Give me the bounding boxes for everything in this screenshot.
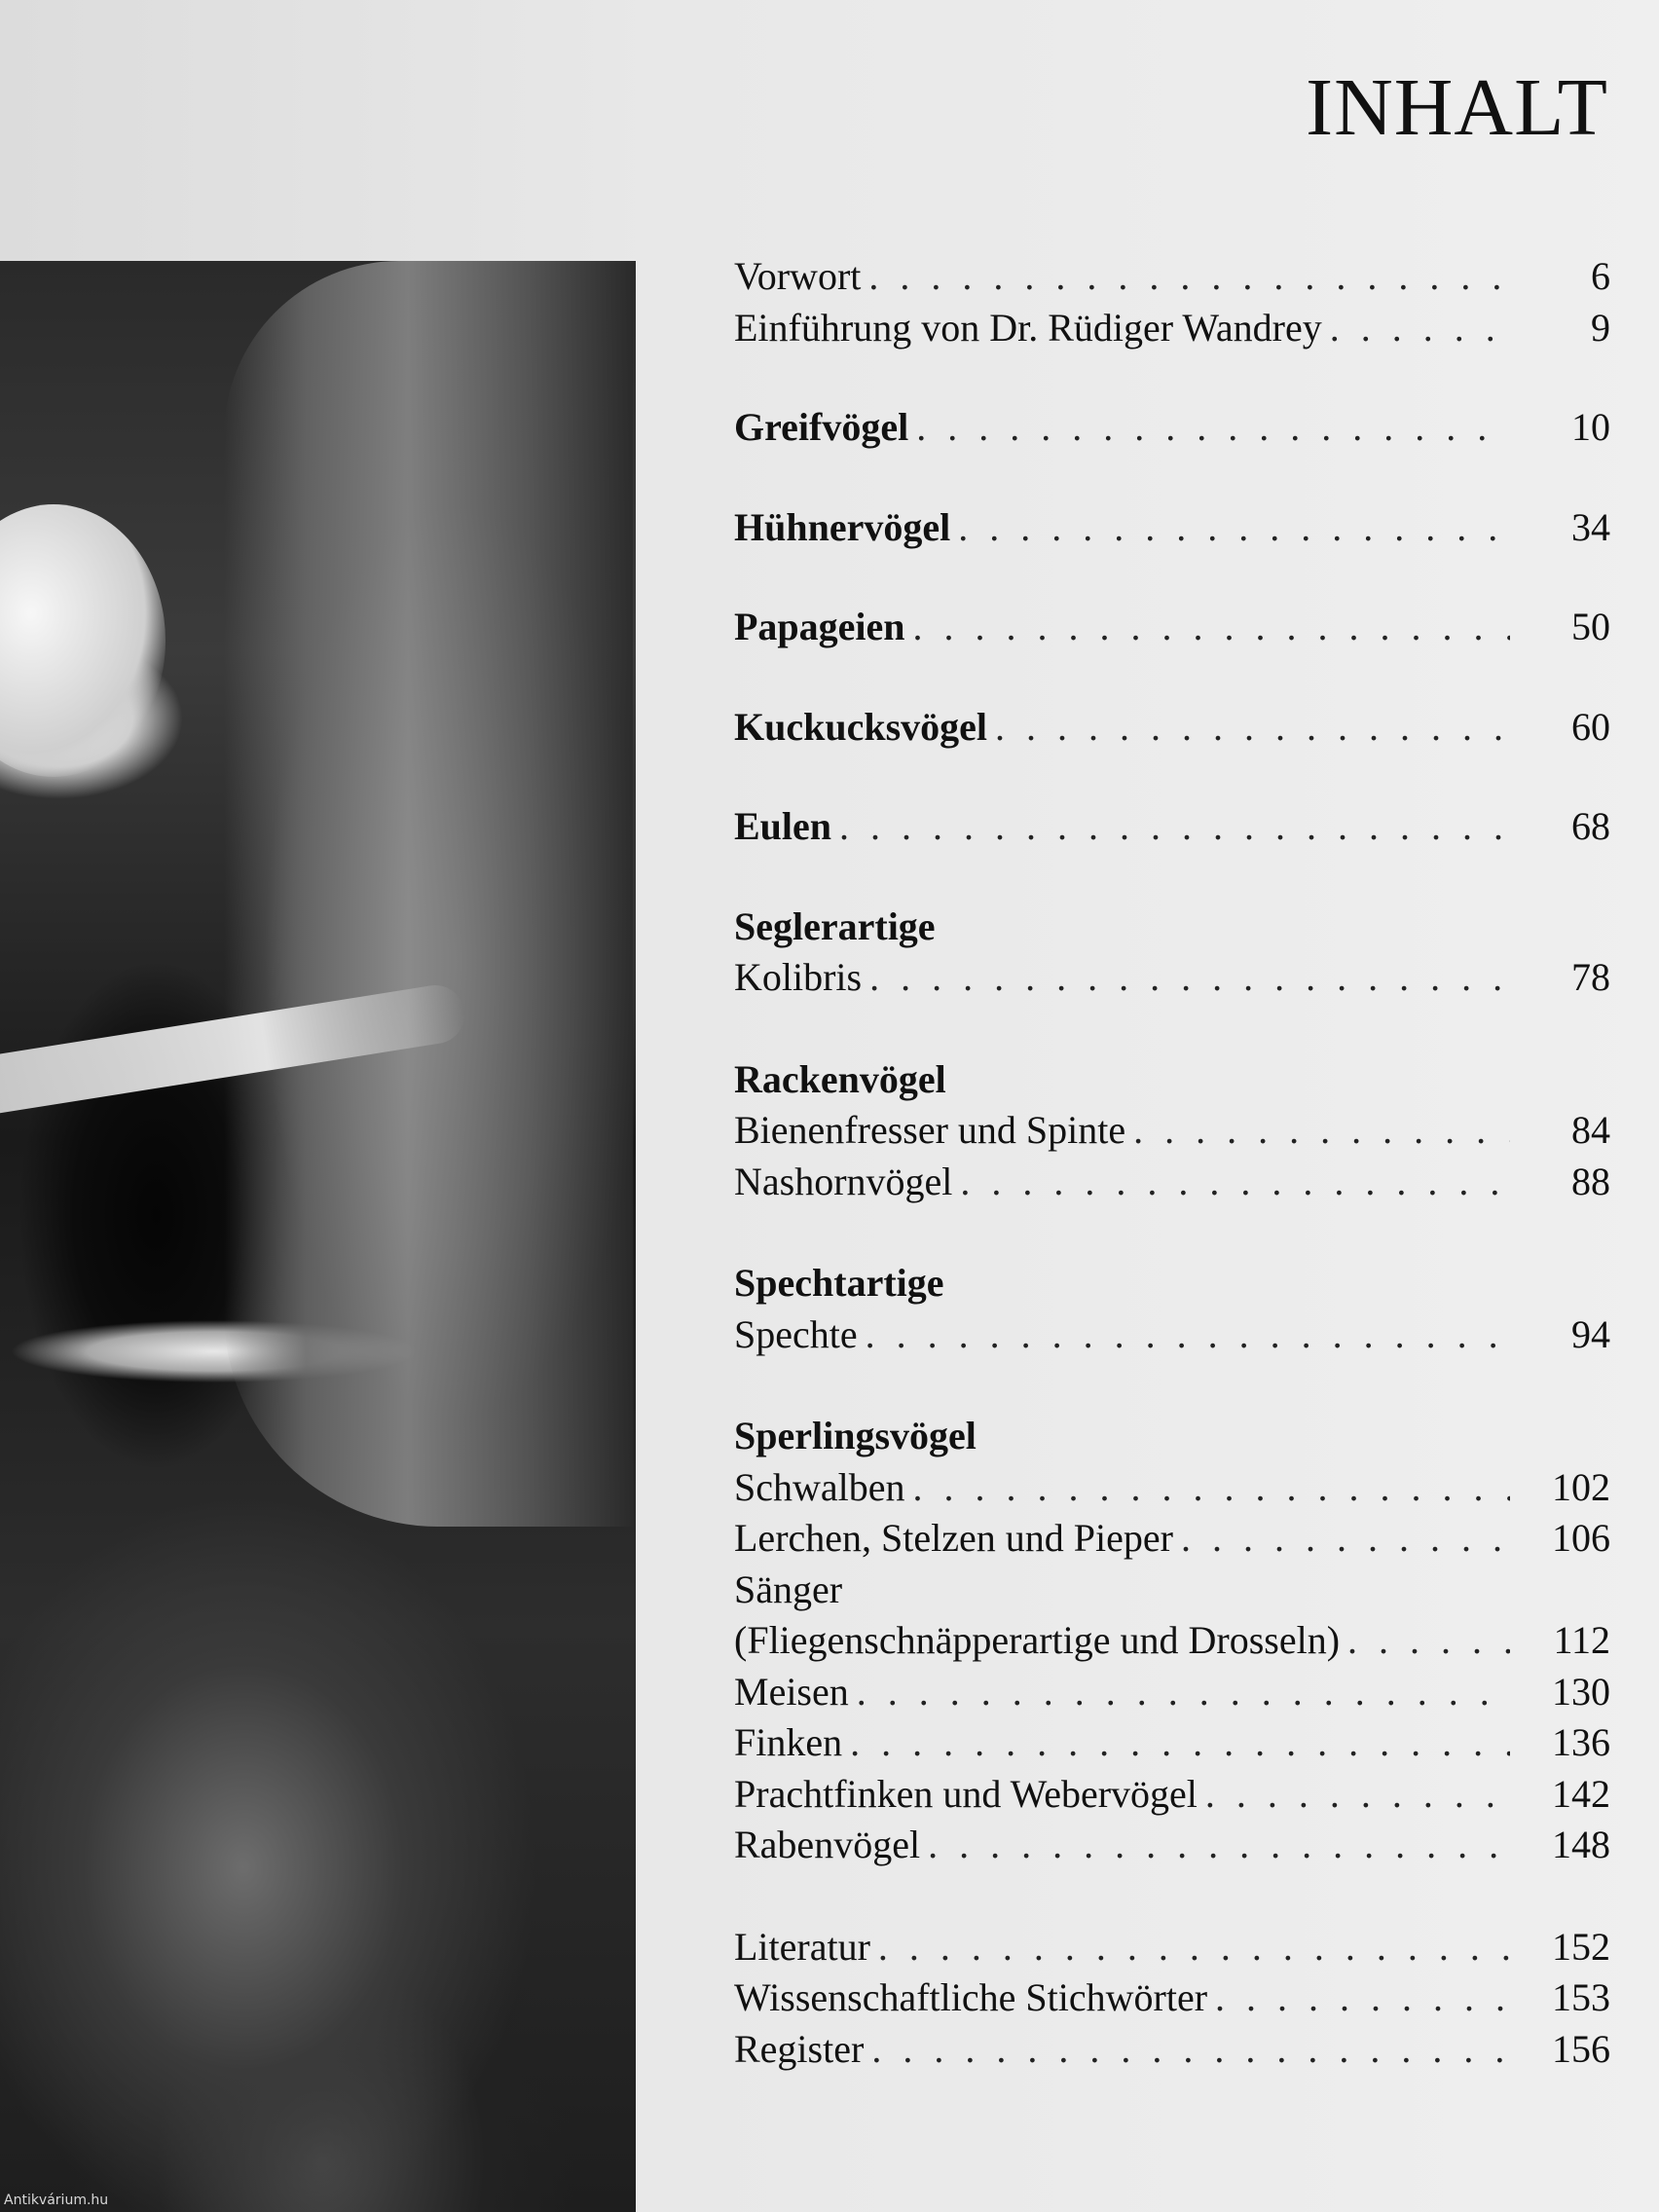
toc-label: Greifvögel: [734, 405, 909, 449]
toc-entry-schwalben[interactable]: [734, 1462, 1610, 1514]
toc-page-number: 112: [1553, 1618, 1610, 1662]
leader-dots: [958, 502, 1510, 554]
toc-page-number: 34: [1571, 504, 1610, 549]
toc-label: Vorwort: [734, 254, 862, 298]
toc-entry-eulen[interactable]: [734, 801, 1610, 853]
toc-entry-literatur[interactable]: [734, 1922, 1610, 1973]
toc-label: Kuckucksvögel: [734, 704, 988, 749]
leader-dots: [1133, 1105, 1510, 1157]
toc-page-number: 94: [1571, 1311, 1610, 1356]
leader-dots: [960, 1157, 1510, 1208]
section-heading-sperlingsvoegel: Sperlingsvögel: [734, 1414, 977, 1457]
toc-page-number: 136: [1552, 1720, 1610, 1764]
toc-label: Register: [734, 2026, 865, 2071]
toc-page-number: 152: [1552, 1924, 1610, 1969]
toc-page-number: 6: [1591, 254, 1610, 298]
toc-label: Nashornvögel: [734, 1159, 953, 1203]
toc-entry-saenger[interactable]: [734, 1615, 1610, 1667]
leader-dots: [928, 1820, 1510, 1871]
table-of-contents: [734, 251, 1610, 2075]
section-heading-seglerartige: Seglerartige: [734, 903, 936, 948]
toc-page-number: 9: [1591, 305, 1610, 350]
toc-entry-greifvoegel[interactable]: [734, 402, 1610, 454]
leader-dots: [1215, 1972, 1510, 2024]
leader-dots: [913, 602, 1510, 653]
leader-dots: [1347, 1615, 1510, 1667]
toc-entry-lerchen[interactable]: [734, 1513, 1610, 1565]
toc-entry-nashornvoegel[interactable]: [734, 1157, 1610, 1208]
toc-entry-vorwort[interactable]: [734, 251, 1610, 303]
toc-label: Prachtfinken und Webervögel: [734, 1771, 1198, 1816]
toc-entry-bienenfresser[interactable]: [734, 1105, 1610, 1157]
toc-entry-stichwoerter[interactable]: [734, 1972, 1610, 2024]
toc-label: Rabenvögel: [734, 1823, 921, 1866]
page-title: INHALT: [1306, 62, 1608, 153]
leader-dots: [850, 1717, 1510, 1769]
leader-dots: [868, 251, 1510, 303]
toc-entry-rabenvoegel[interactable]: [734, 1820, 1610, 1871]
toc-page-number: 88: [1571, 1159, 1610, 1203]
leader-dots: [878, 1922, 1510, 1973]
toc-page-number: 50: [1571, 605, 1610, 648]
toc-label: (Fliegenschnäpperartige und Drosseln): [734, 1618, 1341, 1662]
toc-label: Finken: [734, 1720, 843, 1764]
toc-entry-huehnervoegel[interactable]: [734, 502, 1610, 554]
toc-page-number: 10: [1571, 405, 1610, 449]
toc-page-number: 142: [1552, 1771, 1610, 1816]
toc-entry-meisen[interactable]: [734, 1667, 1610, 1718]
toc-label: Einführung von Dr. Rüdiger Wandrey: [734, 305, 1322, 350]
leader-dots: [913, 1462, 1510, 1514]
toc-entry-register[interactable]: [734, 2024, 1610, 2076]
toc-entry-papageien[interactable]: [734, 602, 1610, 653]
toc-page-number: 106: [1552, 1516, 1610, 1560]
toc-label: Wissenschaftliche Stichwörter: [734, 1975, 1208, 2019]
leader-dots: [1330, 303, 1510, 354]
toc-page-number: 156: [1552, 2026, 1610, 2071]
leader-dots: [916, 402, 1510, 454]
bird-photo: [0, 261, 636, 2212]
tree-trunk-shape: [224, 261, 633, 1527]
watermark: Antikvárium.hu: [4, 2193, 109, 2208]
leader-dots: [839, 801, 1510, 853]
toc-page-number: 148: [1552, 1823, 1610, 1866]
toc-page-number: 153: [1552, 1975, 1610, 2019]
leader-dots: [869, 952, 1510, 1004]
leader-dots: [871, 2024, 1510, 2076]
toc-label: Kolibris: [734, 955, 863, 999]
toc-entry-kolibris[interactable]: [734, 952, 1610, 1004]
toc-entry-saenger-title[interactable]: Sänger: [734, 1567, 843, 1611]
toc-entry-kuckucksvoegel[interactable]: [734, 702, 1610, 754]
toc-label: Meisen: [734, 1669, 849, 1714]
toc-label: Schwalben: [734, 1464, 905, 1509]
section-heading-spechtartige: Spechtartige: [734, 1261, 944, 1305]
toc-label: Hühnervögel: [734, 504, 951, 549]
toc-label: Lerchen, Stelzen und Pieper: [734, 1516, 1173, 1560]
toc-page-number: 68: [1571, 804, 1610, 848]
toc-label: Bienenfresser und Spinte: [734, 1108, 1126, 1152]
leader-dots: [1181, 1513, 1510, 1565]
toc-entry-finken[interactable]: [734, 1717, 1610, 1769]
toc-page-number: 130: [1552, 1669, 1610, 1714]
toc-page-number: 102: [1552, 1464, 1610, 1509]
leader-dots: [1205, 1769, 1510, 1821]
leader-dots: [995, 702, 1510, 754]
toc-page-number: 78: [1571, 955, 1610, 999]
toc-label: Literatur: [734, 1924, 870, 1969]
section-heading-rackenvoegel: Rackenvögel: [734, 1056, 946, 1101]
toc-entry-einfuehrung[interactable]: [734, 303, 1610, 354]
toc-page-number: 84: [1571, 1108, 1610, 1152]
toc-label: Papageien: [734, 605, 905, 648]
toc-entry-prachtfinken[interactable]: [734, 1769, 1610, 1821]
bird-wing-shape: [0, 504, 166, 777]
leader-dots: [866, 1309, 1510, 1361]
toc-label: Spechte: [734, 1311, 858, 1356]
toc-entry-spechte[interactable]: [734, 1309, 1610, 1361]
toc-label: Eulen: [734, 804, 832, 848]
toc-page-number: 60: [1571, 704, 1610, 749]
leader-dots: [857, 1667, 1510, 1718]
